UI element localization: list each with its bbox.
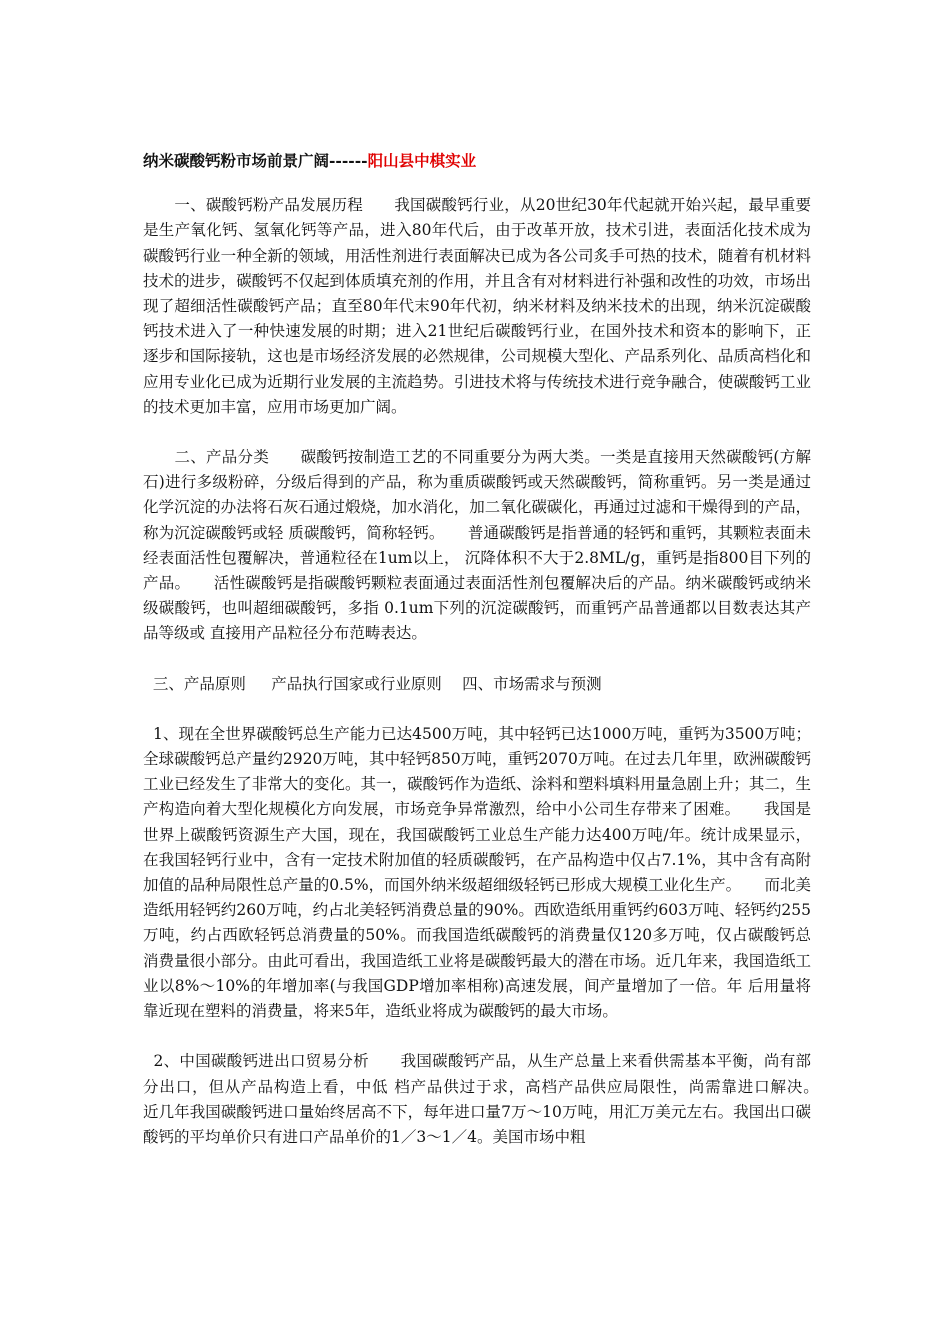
document-body — [143, 148, 843, 1175]
paragraph-heading: 一、碳酸钙粉产品发展历程 — [143, 196, 395, 215]
paragraph-text: 我国碳酸钙行业，从20世纪30年代起就开始兴起，最早重要是生产氧化钙、氢氧化钙等产品，进入80年代后，由于改革开放，技术引进，表面活化技术成为碳酸钙行业一种全新的领域，用活性剂进行表面解决已成为各公司炙手可热的技术，随着有机材料技术的进步，碳酸钙不仅起到体质填充剂的作用，并且含有对材料进行补强和改性的功效，市场出现了超细活性碳酸钙产品；直至80年代末90年代初，纳米材料及纳米技术的出现，纳米沉淀碳酸钙技术进入了一种快速发展的时期；进入21世纪后碳酸钙行业，在国外技术和资本的影响下，正逐步和国际接轨，这也是市场经济发展的必然规律，公司规模大型化、产品系列化、品质高档化和应用专业化已成为近期行业发展的主流趋势。引进技术将与传统技术进行竞争融合，使碳酸钙工业的技术更加丰富，应用市场更加广阔。 — [143, 196, 811, 416]
paragraph-heading — [143, 1052, 153, 1070]
paragraph-history — [143, 193, 811, 420]
paragraph-text: 碳酸钙按制造工艺的不同重要分为两大类。一类是直接用天然碳酸钙(方解石)进行多级粉碎，分级后得到的产品，称为重质碳酸钙或天然碳酸钙，简称重钙。另一类是通过化学沉淀的办法将石灰石通过煅烧，加水消化，加二氧化碳碳化，再通过过滤和干燥得到的产品，称为沉淀碳酸钙或轻 质碳酸钙，简称轻钙。 普通碳酸钙是指普通的轻钙和重钙，其颗粒表面未经表面活性包覆解决，普通粒径在1um以上， 沉降体积不大于2.8ML/g，重钙是指800目下列的产品。 活性碳酸钙是指碳酸钙颗粒表面通过表面活性剂包覆解决后的产品。纳米碳酸钙或纳米级碳酸钙，也叫超细碳酸钙，多指 0.1um下列的沉淀碳酸钙，而重钙产品普通都以目数表达其产品等级或 直接用产品粒径分布范畴表达。 — [143, 448, 811, 643]
paragraph-text: 2、中国碳酸钙进出口贸易分析 我国碳酸钙产品，从生产总量上来看供需基本平衡，尚有部分出口，但从产品构造上看，中低 档产品供过于求，高档产品供应局限性，尚需靠进口解决。 近几年我国碳酸钙进口量始终居高不下，每年进口量7万～10万吨，用汇万美元左右。我国出口碳酸钙的平均单价只有进口产品单价的1／3～1／4。美国市场中粗 — [143, 1052, 843, 1146]
paragraph-heading: 二、产品分类 — [143, 448, 301, 467]
paragraph-heading: 三、产品原则 — [143, 674, 272, 693]
document-title — [143, 148, 811, 173]
paragraph-trade-analysis — [143, 1049, 843, 1150]
paragraph-text: 1、现在全世界碳酸钙总生产能力已达4500万吨，其中轻钙已达1000万吨，重钙为3500万吨；全球碳酸钙总产量约2920万吨，其中轻钙850万吨，重钙2070万吨。在过去几年里，欧洲碳酸钙工业已经发生了非常大的变化。其一，碳酸钙作为造纸、涂料和塑料填料用量急剧上升；其二，生 产构造向着大型化规模化方向发展，市场竞争异常激烈，给中小公司生存带来了困难。 我国是世界上碳酸钙资源生产大国，现在，我国碳酸钙工业总生产能力达400万吨/年。统计成果显示，在我国轻钙行业中，含有一定技术附加值的轻质碳酸钙，在产品构造中仅占7.1%，其中含有高附加值的品种局限性总产量的0.5%，而国外纳米级超细级轻钙已形成大规模工业化生产。 而北美造纸用轻钙约260万吨，约占北美轻钙消费总量的90%。西欧造纸用重钙约603万吨、轻钙约255万吨，约占西欧轻钙总消费量的50%。而我国造纸碳酸钙的消费量仅120多万吨，仅占碳酸钙总消费量很小部分。由此可看出，我国造纸工业将是碳酸钙最大的潜在市场。近几年来，我国造纸工业以8%～10%的年增加率(与我国GDP增加率相称)高速发展，间产量增加了一倍。年 后用量将靠近现在塑料的消费量，将来5年，造纸业将成为碳酸钙的最大市场。 — [143, 724, 812, 1021]
title-company: 阳山县中棋实业 — [367, 151, 477, 170]
paragraph-classification — [143, 445, 811, 647]
title-main: 纳米碳酸钙粉市场前景广阔------ — [143, 151, 368, 170]
paragraph-heading — [143, 725, 153, 743]
paragraph-text: 产品执行国家或行业原则 四、市场需求与预测 — [271, 674, 602, 693]
paragraph-market-demand — [143, 722, 811, 1024]
paragraph-standards — [143, 672, 811, 697]
